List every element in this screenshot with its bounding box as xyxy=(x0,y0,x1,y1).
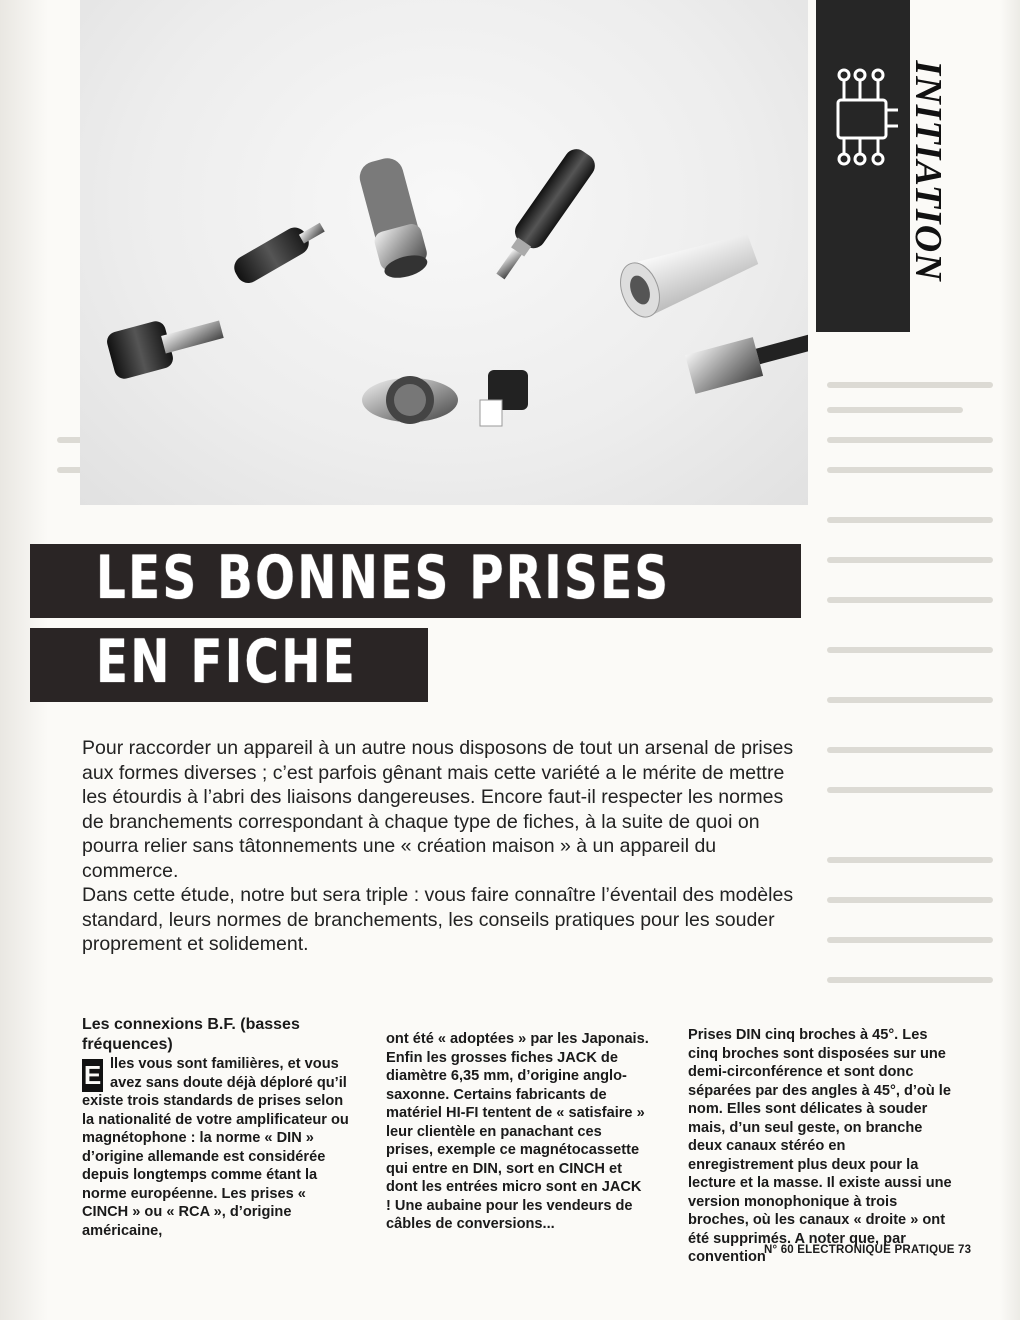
title-bar-line2 xyxy=(30,628,428,702)
connectors-photo xyxy=(80,0,808,505)
chassis-socket-left xyxy=(105,305,228,381)
column-1-body xyxy=(82,1055,352,1240)
page-footer: N° 60 ELECTRONIQUE PRATIQUE 73 xyxy=(764,1244,972,1256)
section-label xyxy=(908,8,948,333)
bnc-cable xyxy=(685,322,808,394)
run-in-heading: Prises DIN cinq broches à 45°. xyxy=(688,1027,899,1043)
column-3-text: Les cinq broches sont disposées sur une demi-circonférence et sont donc séparées par des angles à 45°, d’où le nom. Elles sont délicates à souder mais, d’un seul geste, on branche deux canaux stéréo en enregistrement plus deux pour la lecture et la masse. Il existe aussi une version monophonique à trois broches, où les canaux « droite » ont été supprimés. A noter que, par convention xyxy=(688,1027,952,1265)
title-line1: LES BONNES PRISES xyxy=(96,543,671,613)
column-3-body xyxy=(688,1026,954,1267)
drop-cap: E xyxy=(83,1060,102,1090)
section-tab xyxy=(816,0,910,332)
title-bar-line1 xyxy=(30,544,801,618)
jack-plug xyxy=(487,144,599,285)
din-socket xyxy=(362,376,458,424)
section-label-text: INITIATION xyxy=(907,59,949,282)
title-line2: EN FICHE xyxy=(96,627,358,697)
intro-block xyxy=(82,736,802,957)
article-column-3 xyxy=(688,1026,954,1267)
article-column-2 xyxy=(386,1030,650,1234)
column-1-text: lles vous sont familières, et vous avez sans doute déjà déploré qu’il existe trois standards de prises selon la nationalité de votre amplificateur ou magnétophone : la norme « DIN » d’origine allemande est considérée depuis longtemps comme étant la norme européenne. Les prises « CINCH » ou « RCA », d’origine américaine, xyxy=(82,1056,349,1239)
bnc-socket xyxy=(480,370,528,426)
white-plug xyxy=(614,223,763,323)
circuit-board-icon xyxy=(816,0,910,332)
intro-paragraph-2: Dans cette étude, notre but sera triple : vous faire connaître l’éventail des modèles standard, leurs normes de branchements, les conseils pratiques pour les souder proprement et solidement. xyxy=(82,884,794,955)
column-2-text: ont été « adoptées » par les Japonais. Enfin les grosses fiches JACK de diamètre 6,35 mm, d’origine anglo-saxonne. Certains fabricants de matériel HI-FI tentent de « satisfaire » leur clientèle en panachant ces prises, exemple ce magnétocassette qui entre en DIN, sort en CINCH et dont les entrées micro sont en JACK ! Une aubaine pour les vendeurs de câbles de conversions... xyxy=(386,1031,649,1232)
section-heading: Les connexions B.F. (basses fréquences) xyxy=(82,1016,300,1053)
din-plug xyxy=(354,154,431,282)
article-column-1 xyxy=(82,1015,352,1240)
rca-plug-black xyxy=(230,214,329,287)
intro-paragraph-1: Pour raccorder un appareil à un autre nous disposons de tout un arsenal de prises aux formes diverses ; c’est parfois gênant mais cette variété a le mérite de mettre les étourdis à l’abri des liaisons dangereuses. Encore faut-il respecter les normes de branchements correspondant à chaque type de fiches, à la suite de quoi on pourra relier sans tâtonnements une « création maison » à un appareil du commerce. xyxy=(82,737,794,882)
